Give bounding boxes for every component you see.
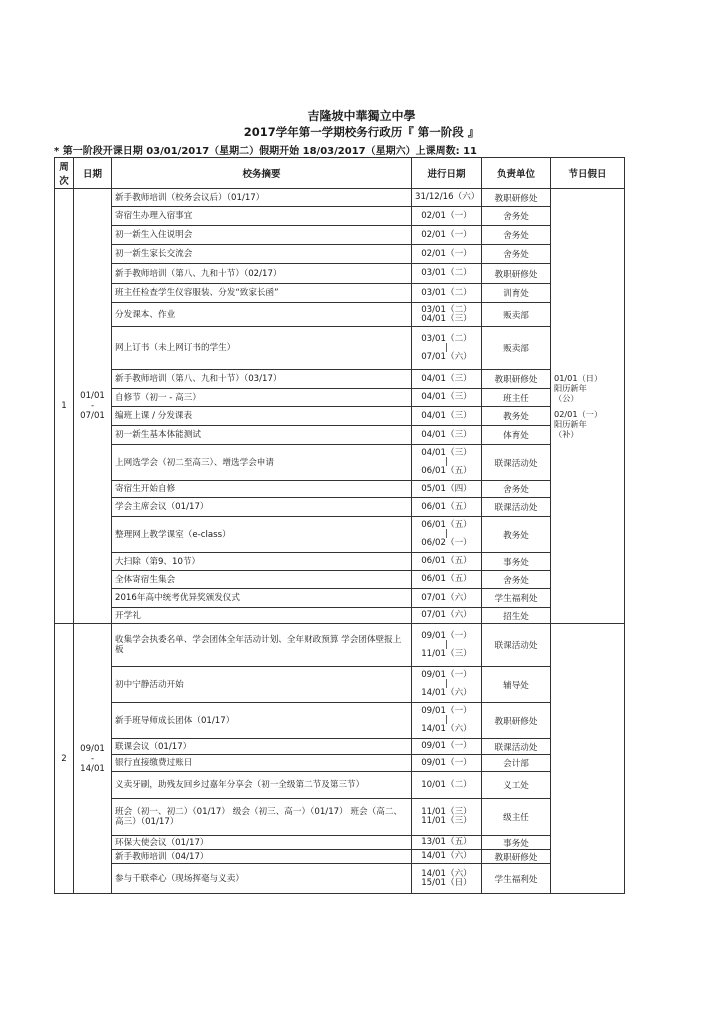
table-row bbox=[55, 426, 625, 445]
task-cell: 初一新生基本体能测试 bbox=[112, 426, 412, 445]
progress-date-text: 07/01（六） bbox=[421, 351, 472, 362]
progress-date-text: 05/01（四） bbox=[421, 483, 472, 494]
task-cell: 银行直接缴费过账日 bbox=[112, 755, 412, 772]
department-cell: 联课活动处 bbox=[482, 445, 551, 481]
department-cell: 招生处 bbox=[482, 608, 551, 624]
progress-date-text: 09/01（一） bbox=[421, 630, 472, 641]
holiday-cell bbox=[551, 189, 625, 624]
week-range-text: - bbox=[90, 401, 95, 411]
department-cell: 贩卖部 bbox=[482, 327, 551, 370]
progress-date-text: 04/01（三） bbox=[421, 429, 472, 440]
table-row bbox=[55, 189, 625, 207]
progress-date-text: | bbox=[445, 342, 448, 353]
table-row bbox=[55, 226, 625, 245]
department-cell: 班主任 bbox=[482, 389, 551, 407]
progress-date-cell bbox=[412, 327, 482, 370]
week-range-text: 01/01 bbox=[80, 391, 105, 401]
progress-date-cell bbox=[412, 624, 482, 667]
progress-date-text: 10/01（二） bbox=[421, 779, 472, 790]
department-cell: 教务处 bbox=[482, 517, 551, 553]
table-row bbox=[55, 207, 625, 226]
progress-date-text: 11/01（三） bbox=[421, 816, 472, 826]
progress-date-cell bbox=[412, 703, 482, 739]
table-row bbox=[55, 445, 625, 481]
progress-date-text: 15/01（日） bbox=[421, 877, 472, 888]
header-week: 周次 bbox=[55, 158, 74, 189]
progress-date-cell bbox=[412, 571, 482, 589]
table-row bbox=[55, 517, 625, 553]
table-row bbox=[55, 327, 625, 370]
table-row bbox=[55, 264, 625, 284]
department-cell: 舍务处 bbox=[482, 571, 551, 589]
progress-date-text: 02/01（一） bbox=[421, 210, 472, 221]
progress-date-cell bbox=[412, 498, 482, 517]
term-note: * 第一阶段开课日期 03/01/2017（星期二）假期开始 18/03/2017（星期六）上课周数: 11 bbox=[54, 146, 478, 157]
holiday-text: 02/01（一） bbox=[554, 409, 603, 419]
table-row bbox=[55, 571, 625, 589]
task-cell: 新手教师培训（第八、九和十节）（03/17） bbox=[112, 370, 412, 389]
progress-date-text: 06/01（五） bbox=[421, 520, 472, 530]
task-cell: 收集学会执委名单、学会团体全年活动计划、全年财政预算 学会团体壁报上板 bbox=[112, 624, 412, 667]
progress-date-text: 06/01（五） bbox=[421, 574, 472, 584]
progress-date-cell bbox=[412, 864, 482, 894]
progress-date-text: 06/02（一） bbox=[421, 538, 472, 548]
table-row bbox=[55, 755, 625, 772]
task-cell: 义卖牙刷，助残友回乡过嘉年分享会（初一全级第二节及第三节） bbox=[112, 772, 412, 799]
progress-date-cell bbox=[412, 207, 482, 226]
progress-date-cell bbox=[412, 667, 482, 703]
header-dept: 负责单位 bbox=[482, 158, 551, 189]
task-cell: 新手教师培训（第八、九和十节）（02/17） bbox=[112, 264, 412, 284]
progress-date-cell bbox=[412, 755, 482, 772]
progress-date-text: 14/01（六） bbox=[421, 851, 472, 861]
week-number-cell: 1 bbox=[55, 189, 74, 624]
department-cell: 事务处 bbox=[482, 836, 551, 850]
task-cell: 新手班导师成长团体（01/17） bbox=[112, 703, 412, 739]
department-cell: 辅导处 bbox=[482, 667, 551, 703]
progress-date-text: 09/01（一） bbox=[421, 741, 472, 751]
table-row bbox=[55, 407, 625, 426]
task-cell: 全体寄宿生集会 bbox=[112, 571, 412, 589]
progress-date-text: 06/01（五） bbox=[421, 556, 472, 566]
department-cell: 贩卖部 bbox=[482, 303, 551, 327]
task-cell: 参与千联牵心（现场挥毫与义卖） bbox=[112, 864, 412, 894]
progress-date-cell bbox=[412, 608, 482, 624]
department-cell: 训育处 bbox=[482, 284, 551, 303]
header-holiday: 节日假日 bbox=[551, 158, 625, 189]
department-cell: 舍务处 bbox=[482, 207, 551, 226]
progress-date-text: 14/01（六） bbox=[421, 868, 472, 879]
table-row bbox=[55, 772, 625, 799]
calendar-subtitle: 2017学年第一学期校务行政历『 第一阶段 』 bbox=[243, 125, 480, 139]
progress-date-cell bbox=[412, 481, 482, 498]
progress-date-text: 07/01（六） bbox=[421, 592, 472, 603]
department-cell: 教职研修处 bbox=[482, 264, 551, 284]
task-cell: 学会主席会议（01/17） bbox=[112, 498, 412, 517]
progress-date-text: 06/01（五） bbox=[421, 466, 472, 476]
table-row bbox=[55, 850, 625, 864]
progress-date-text: 07/01（六） bbox=[421, 610, 472, 620]
task-cell: 大扫除（第9、10节） bbox=[112, 553, 412, 571]
progress-date-text: 14/01（六） bbox=[421, 688, 472, 698]
table-body bbox=[55, 189, 625, 894]
department-cell: 舍务处 bbox=[482, 481, 551, 498]
header-task: 校务摘要 bbox=[112, 158, 412, 189]
progress-date-text: 06/01（五） bbox=[421, 501, 472, 512]
progress-date-cell bbox=[412, 850, 482, 864]
task-cell: 班主任检查学生仪容服装、分发“致家长函” bbox=[112, 284, 412, 303]
progress-date-text: | bbox=[445, 529, 448, 539]
progress-date-text: 03/01（二） bbox=[421, 287, 472, 298]
progress-date-text: 11/01（三） bbox=[421, 648, 472, 659]
task-cell: 联课会议（01/17） bbox=[112, 739, 412, 755]
week-range-text: 07/01 bbox=[80, 411, 105, 421]
task-cell: 网上订书（未上网订书的学生） bbox=[112, 327, 412, 370]
progress-date-cell bbox=[412, 407, 482, 426]
progress-date-cell bbox=[412, 284, 482, 303]
progress-date-cell bbox=[412, 589, 482, 608]
progress-date-text: 03/01（二） bbox=[421, 333, 472, 344]
holiday-text: （公） bbox=[554, 393, 579, 403]
progress-date-cell bbox=[412, 426, 482, 445]
table-row bbox=[55, 703, 625, 739]
progress-date-text: 02/01（一） bbox=[421, 248, 472, 259]
week-range-cell bbox=[74, 624, 112, 894]
progress-date-cell bbox=[412, 799, 482, 836]
task-cell: 2016年高中统考优异奖颁发仪式 bbox=[112, 589, 412, 608]
header-progress: 进行日期 bbox=[412, 158, 482, 189]
table-row bbox=[55, 864, 625, 894]
progress-date-text: 04/01（三） bbox=[421, 392, 472, 402]
department-cell: 舍务处 bbox=[482, 245, 551, 264]
table-header-row bbox=[55, 158, 625, 189]
table-row bbox=[55, 608, 625, 624]
progress-date-text: | bbox=[445, 715, 448, 725]
progress-date-cell bbox=[412, 553, 482, 571]
table-row bbox=[55, 836, 625, 850]
department-cell: 教职研修处 bbox=[482, 850, 551, 864]
schedule-table bbox=[54, 157, 625, 894]
progress-date-text: 13/01（五） bbox=[421, 837, 472, 847]
table-row bbox=[55, 303, 625, 327]
department-cell: 会计部 bbox=[482, 755, 551, 772]
department-cell: 学生福利处 bbox=[482, 864, 551, 894]
task-cell: 班会（初一、初二）（01/17） 级会（初三、高一）（01/17） 班会（高二、高三）（01/17） bbox=[112, 799, 412, 836]
department-cell: 级主任 bbox=[482, 799, 551, 836]
table-row bbox=[55, 370, 625, 389]
task-cell: 初一新生家长交流会 bbox=[112, 245, 412, 264]
table-row bbox=[55, 498, 625, 517]
progress-date-text: 03/01（二） bbox=[421, 304, 472, 315]
holiday-text: 阳历新年 bbox=[554, 419, 587, 429]
department-cell: 教职研修处 bbox=[482, 703, 551, 739]
table-row bbox=[55, 667, 625, 703]
progress-date-cell bbox=[412, 389, 482, 407]
table-row bbox=[55, 553, 625, 571]
table-row bbox=[55, 245, 625, 264]
progress-date-text: 09/01（一） bbox=[421, 670, 472, 680]
task-cell: 整理网上教学课室（e-class） bbox=[112, 517, 412, 553]
table-row bbox=[55, 284, 625, 303]
school-title: 吉隆坡中華獨立中學 bbox=[307, 109, 416, 123]
task-cell: 分发课本、作业 bbox=[112, 303, 412, 327]
progress-date-text: 04/01（三） bbox=[421, 373, 472, 384]
progress-date-text: 04/01（三） bbox=[421, 410, 472, 421]
table-row bbox=[55, 624, 625, 667]
department-cell: 联课活动处 bbox=[482, 498, 551, 517]
department-cell: 事务处 bbox=[482, 553, 551, 571]
department-cell: 联课活动处 bbox=[482, 739, 551, 755]
task-cell: 新手教师培训（校务会议后）（01/17） bbox=[112, 189, 412, 207]
progress-date-cell bbox=[412, 370, 482, 389]
progress-date-cell bbox=[412, 836, 482, 850]
holiday-text: （补） bbox=[554, 429, 579, 439]
header-date: 日期 bbox=[74, 158, 112, 189]
progress-date-text: 09/01（一） bbox=[421, 706, 472, 716]
week-range-text: 09/01 bbox=[80, 743, 105, 754]
progress-date-text: 11/01（三） bbox=[421, 807, 472, 817]
holiday-text: 01/01（日） bbox=[554, 373, 603, 383]
week-range-text: - bbox=[90, 753, 95, 764]
task-cell: 寄宿生开始自修 bbox=[112, 481, 412, 498]
progress-date-text: | bbox=[445, 639, 448, 650]
department-cell: 义工处 bbox=[482, 772, 551, 799]
progress-date-text: | bbox=[445, 679, 448, 689]
progress-date-cell bbox=[412, 445, 482, 481]
task-cell: 寄宿生办理入宿事宜 bbox=[112, 207, 412, 226]
progress-date-text: 09/01（一） bbox=[421, 757, 472, 768]
department-cell: 教职研修处 bbox=[482, 370, 551, 389]
progress-date-cell bbox=[412, 189, 482, 207]
department-cell: 联课活动处 bbox=[482, 624, 551, 667]
holiday-text: 阳历新年 bbox=[554, 383, 587, 393]
week-number-cell: 2 bbox=[55, 624, 74, 894]
progress-date-text: 14/01（六） bbox=[421, 724, 472, 734]
progress-date-cell bbox=[412, 264, 482, 284]
week-range-text: 14/01 bbox=[80, 763, 105, 774]
task-cell: 自修节（初一 - 高三） bbox=[112, 389, 412, 407]
progress-date-cell bbox=[412, 772, 482, 799]
week-range-cell bbox=[74, 189, 112, 624]
progress-date-cell bbox=[412, 303, 482, 327]
task-cell: 初中宁静活动开始 bbox=[112, 667, 412, 703]
progress-date-text: 31/12/16（六） bbox=[415, 192, 480, 202]
progress-date-text: 04/01（三） bbox=[421, 448, 472, 458]
department-cell: 教职研修处 bbox=[482, 189, 551, 207]
task-cell: 编班上课 / 分发课表 bbox=[112, 407, 412, 426]
progress-date-text: 04/01（三） bbox=[421, 313, 472, 324]
task-cell: 开学礼 bbox=[112, 608, 412, 624]
progress-date-cell bbox=[412, 245, 482, 264]
progress-date-cell bbox=[412, 739, 482, 755]
table-row bbox=[55, 481, 625, 498]
task-cell: 上网选学会（初二至高三）、增选学会申请 bbox=[112, 445, 412, 481]
table-row bbox=[55, 589, 625, 608]
table-row bbox=[55, 389, 625, 407]
department-cell: 学生福利处 bbox=[482, 589, 551, 608]
table-row bbox=[55, 799, 625, 836]
progress-date-text: | bbox=[445, 457, 448, 467]
progress-date-text: 03/01（二） bbox=[421, 268, 472, 278]
task-cell: 新手教师培训（04/17） bbox=[112, 850, 412, 864]
holiday-cell bbox=[551, 624, 625, 894]
task-cell: 环保大使会议（01/17） bbox=[112, 836, 412, 850]
department-cell: 体育处 bbox=[482, 426, 551, 445]
progress-date-cell bbox=[412, 226, 482, 245]
progress-date-cell bbox=[412, 517, 482, 553]
table-row bbox=[55, 739, 625, 755]
department-cell: 舍务处 bbox=[482, 226, 551, 245]
progress-date-text: 02/01（一） bbox=[421, 229, 472, 240]
department-cell: 教务处 bbox=[482, 407, 551, 426]
task-cell: 初一新生入住说明会 bbox=[112, 226, 412, 245]
